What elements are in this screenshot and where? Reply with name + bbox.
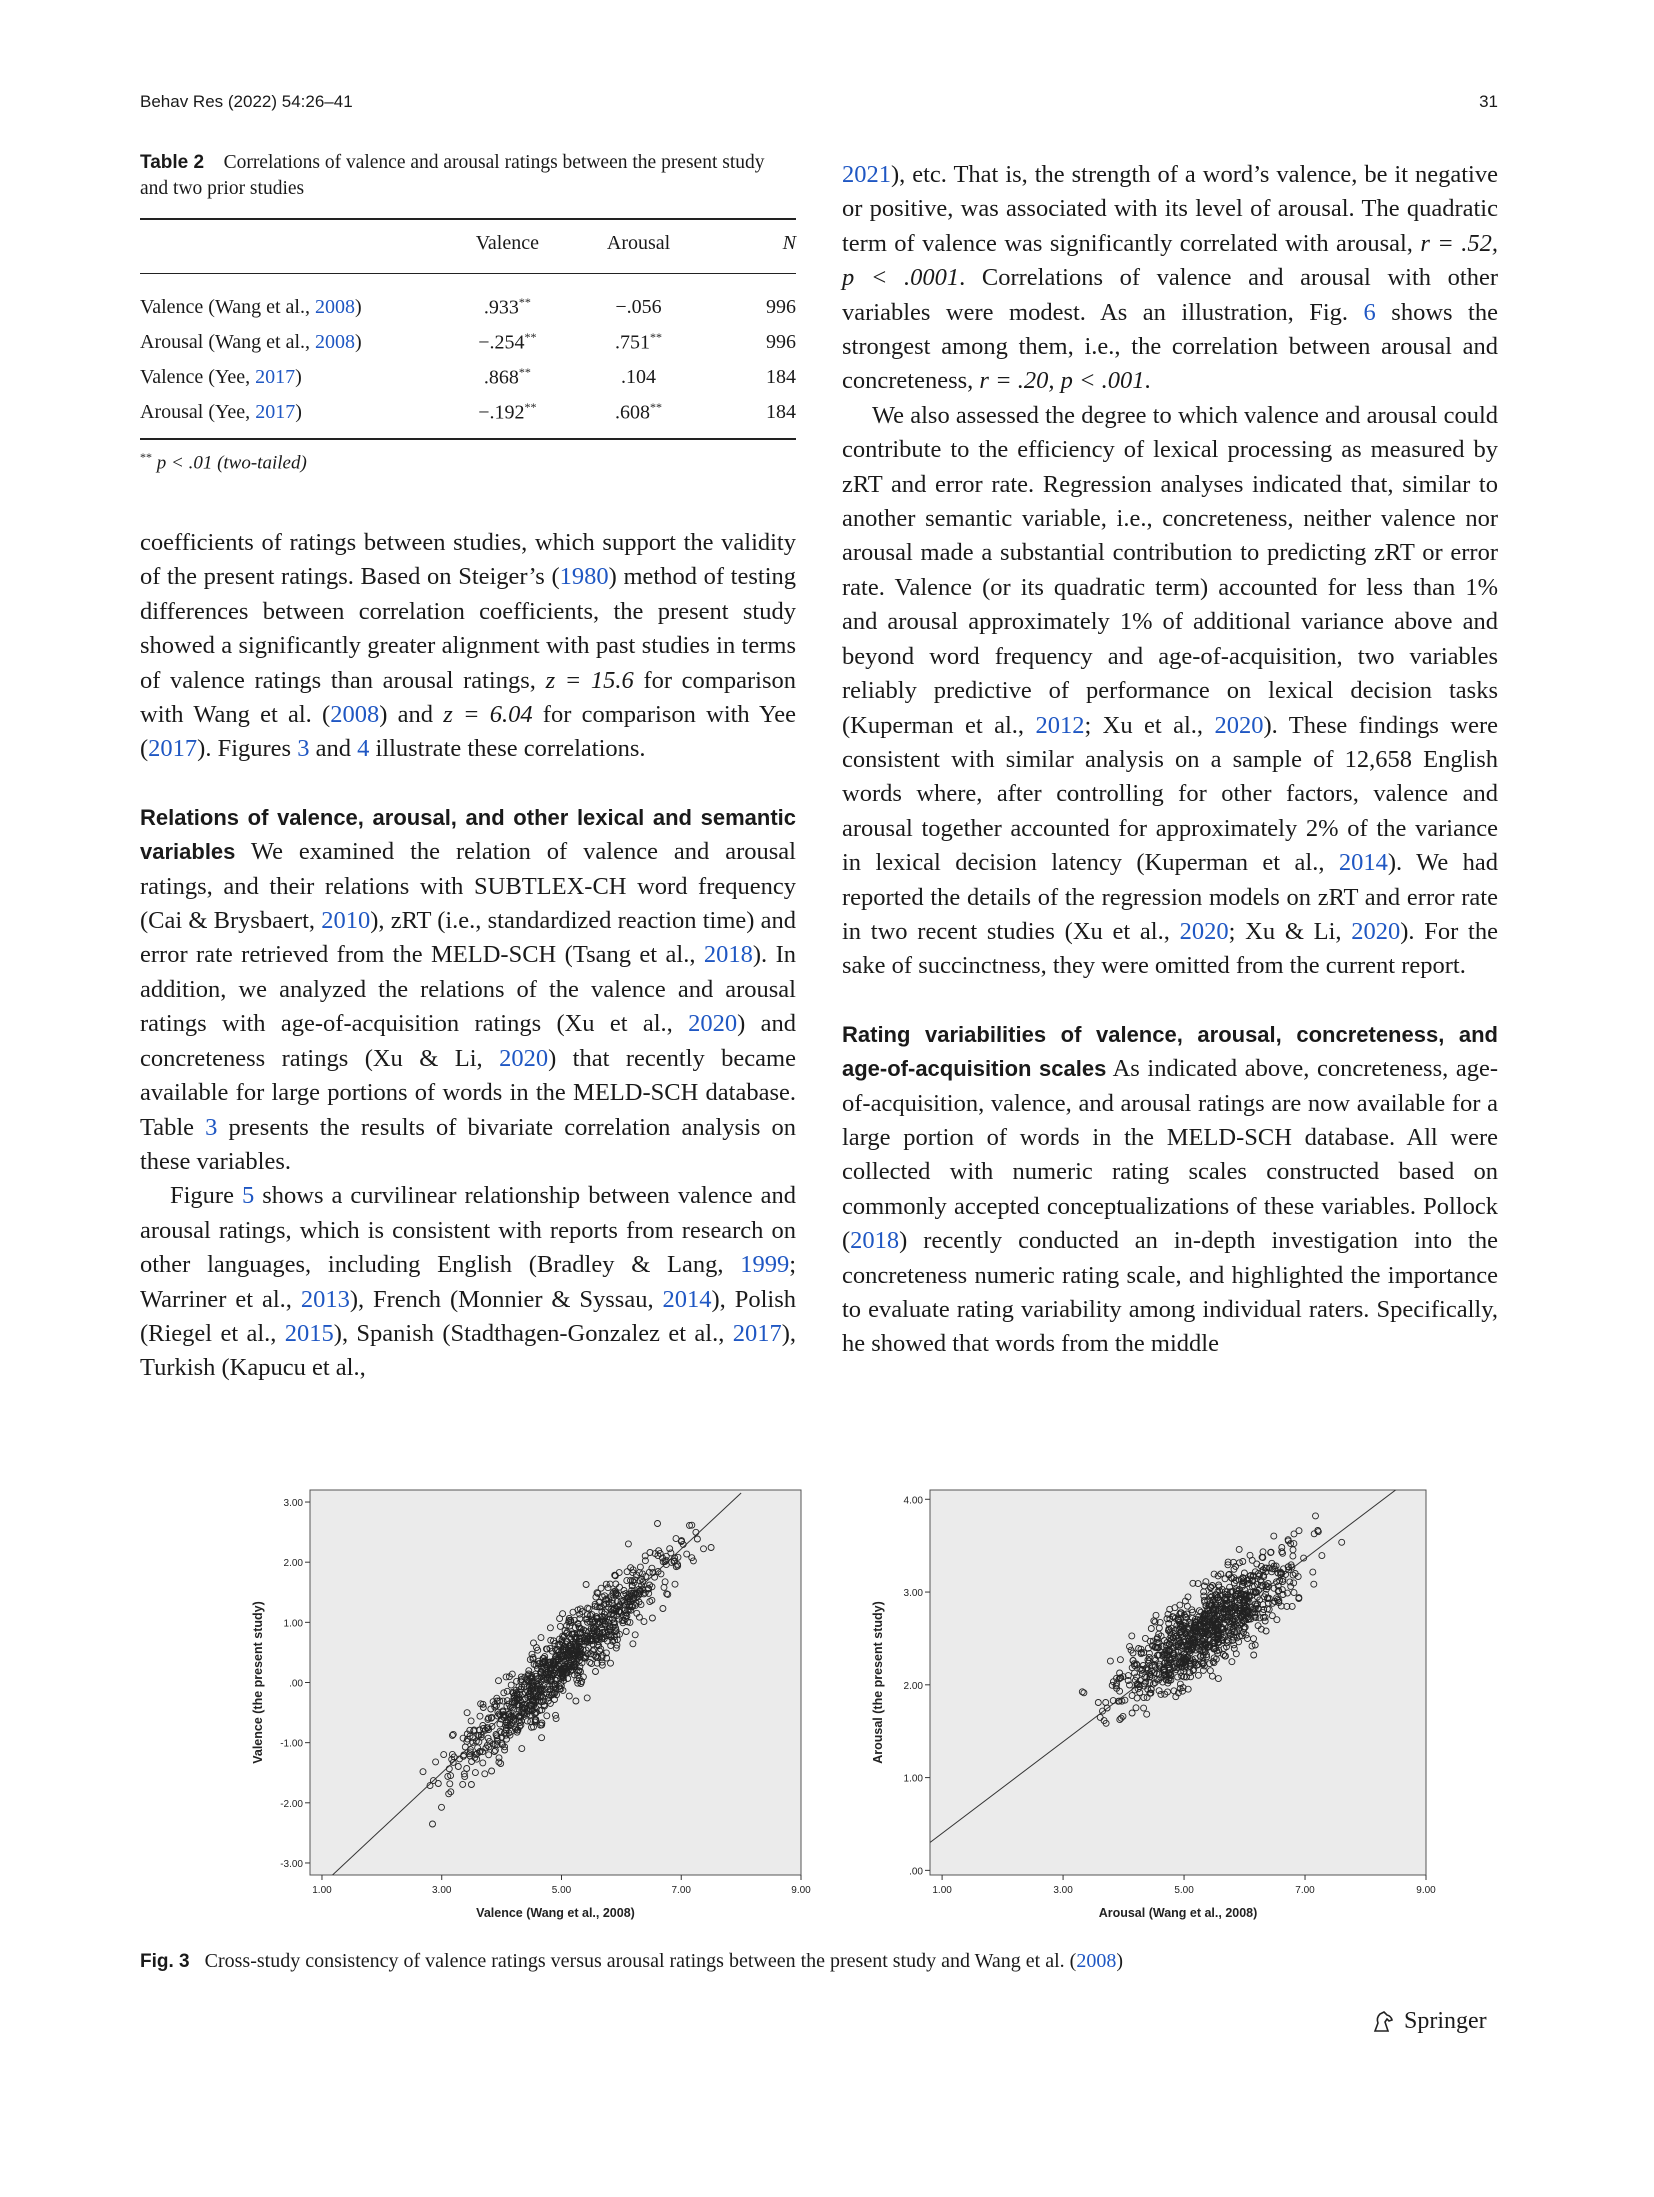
table-caption-text: Correlations of valence and arousal ratings between the present study and two prior studies: [140, 152, 765, 199]
significance-mark: **: [524, 330, 537, 345]
citation-link[interactable]: 2008: [314, 296, 355, 318]
paragraph: [140, 526, 796, 767]
scatter-plot-arousal: [840, 1470, 1440, 1940]
x-tick-label: 5.00: [1174, 1885, 1194, 1896]
footnote-text: p < .01 (two-tailed): [156, 452, 307, 474]
citation-link[interactable]: 2017: [732, 1319, 782, 1347]
correlation-table: [140, 218, 796, 440]
citation-link[interactable]: 3: [205, 1113, 218, 1141]
paragraph-text: As indicated above, concreteness, age-of-acquisition, valence, and arousal ratings are now available for a large portion of words in the MELD-SCH database. All were collected with numeric rating scales constructed based on commonly accepted conceptualizations of these variables. Pollock (: [842, 1055, 1499, 1255]
y-axis-label: Arousal (the present study): [871, 1601, 885, 1764]
left-column: [140, 526, 796, 1386]
x-tick-label: 7.00: [671, 1885, 691, 1896]
publisher-logo: [1370, 2008, 1487, 2035]
valence-cell: −.192**: [442, 395, 573, 439]
right-column: [842, 158, 1498, 1362]
table-header-cell: Arousal: [573, 219, 704, 274]
n-cell: 996: [766, 331, 796, 353]
springer-horse-icon: [1370, 2009, 1396, 2035]
citation-link[interactable]: 2017: [148, 735, 198, 763]
plot-area: [310, 1490, 801, 1875]
figure-caption: Fig. 3 Cross-study consistency of valence ratings versus arousal ratings between the present study and Wang et al. (2008): [140, 1950, 1123, 1972]
n-cell: 184: [766, 366, 796, 388]
paragraph-text: shows the strongest among them, i.e., the correlation between arousal and concreteness,: [842, 298, 1498, 395]
x-axis-label: Valence (Wang et al., 2008): [476, 1906, 635, 1920]
table-row: [140, 360, 796, 395]
table-header-cell: N: [704, 219, 796, 274]
paragraph-text: ; Warriner et al.,: [140, 1251, 796, 1313]
paragraph-text: ), zRT (i.e., standardized reaction time) and error rate retrieved from the MELD-SCH (Tsang et al.,: [140, 907, 796, 969]
significance-mark: **: [518, 295, 531, 310]
table-row: [140, 395, 796, 439]
paragraph-text: ), Turkish (Kapucu et al.,: [140, 1319, 796, 1382]
citation-link[interactable]: 3: [297, 735, 310, 763]
figure-label: Fig. 3: [140, 1951, 190, 1972]
y-tick-label: 1.00: [283, 1618, 303, 1630]
citation-link[interactable]: 2010: [321, 907, 371, 935]
arousal-cell: .608**: [573, 395, 704, 439]
statistic: r = .52, p < .0001: [842, 229, 1499, 292]
x-tick-label: 7.00: [1295, 1885, 1315, 1896]
paragraph-text: ) and concreteness ratings (Xu & Li,: [140, 1010, 796, 1072]
y-tick-label: -1.00: [280, 1738, 303, 1750]
paragraph-text: for comparison with Wang et al. (: [140, 666, 796, 729]
paragraph-text: ) that recently became available for large portions of words in the MELD-SCH database. Table: [140, 1044, 796, 1141]
table-footnote: [140, 450, 307, 474]
valence-cell: .868**: [483, 365, 531, 389]
y-tick-label: -2.00: [280, 1798, 303, 1810]
x-tick-label: 3.00: [431, 1885, 452, 1896]
citation-link[interactable]: 2014: [662, 1285, 712, 1313]
citation-link[interactable]: 1999: [740, 1251, 790, 1279]
citation-link[interactable]: 2015: [284, 1319, 334, 1347]
paragraph-text: ) method of testing differences between correlation coefficients, the present study showed a significantly greater alignment with past studies in terms of valence ratings than arousal ratings,: [140, 563, 797, 694]
paragraph-text: ; Xu et al.,: [1084, 711, 1215, 739]
table-header-cell: [140, 219, 442, 274]
page-number: 31: [1479, 92, 1498, 111]
paragraph-text: . Correlations of valence and arousal with other variables were modest. As an illustration, Fig.: [842, 264, 1498, 326]
table-label: Table 2: [140, 152, 205, 173]
paragraph-text: for comparison with Yee (: [140, 701, 796, 763]
citation-link[interactable]: 4: [357, 735, 370, 763]
paragraph-text: ). In addition, we analyzed the relations of the valence and arousal ratings with age-of-acquisition ratings (Xu et al.,: [140, 941, 796, 1038]
x-tick-label: 9.00: [791, 1885, 811, 1896]
citation-link[interactable]: 2020: [1179, 917, 1229, 945]
x-tick-label: 5.00: [551, 1885, 572, 1896]
citation-link[interactable]: 2013: [300, 1285, 350, 1313]
citation-link[interactable]: 2021: [842, 161, 891, 188]
paragraph-text: presents the results of bivariate correlation analysis on these variables.: [140, 1113, 796, 1175]
x-tick-label: 1.00: [932, 1885, 952, 1896]
row-label: Arousal (Yee, 2017): [140, 395, 442, 439]
citation-link[interactable]: 2017: [255, 366, 296, 388]
arousal-cell: .751**: [615, 330, 663, 354]
paragraph-text: We examined the relation of valence and arousal ratings, and their relations with SUBTLEX-CH word frequency (Cai & Brysbaert,: [140, 838, 796, 935]
significance-mark: **: [650, 330, 663, 345]
paragraph-text: ) recently conducted an in-depth investigation into the concreteness numeric rating scale, and highlighted the importance to evaluate rating variability among individual raters. Specifically, he showed that words from the middle: [842, 1227, 1498, 1358]
publisher-name: Springer: [1404, 2008, 1487, 2034]
x-tick-label: 3.00: [1053, 1885, 1073, 1896]
significance-mark: **: [524, 400, 537, 415]
paragraph-text: ), French (Monnier & Syssau,: [349, 1285, 663, 1313]
arousal-cell: −.056: [615, 296, 662, 318]
citation-link[interactable]: 6: [1363, 298, 1376, 326]
row-label: Valence (Wang et al., 2008): [140, 296, 362, 318]
citation-link[interactable]: 2020: [1351, 917, 1401, 945]
citation-link[interactable]: 5: [241, 1182, 255, 1210]
paragraph-text: ). We had reported the details of the regression models on zRT and error rate in two recent studies (Xu et al.,: [842, 849, 1498, 945]
journal-citation: Behav Res (2022) 54:26–41: [140, 92, 353, 111]
x-tick-label: 1.00: [312, 1885, 332, 1896]
y-tick-label: .00: [289, 1678, 303, 1690]
n-cell: 996: [766, 296, 796, 318]
x-tick-label: 9.00: [1416, 1885, 1436, 1896]
row-label: Arousal (Wang et al., 2008): [140, 331, 362, 353]
y-tick-label: 2.00: [283, 1558, 303, 1570]
section-heading: Rating variabilities of valence, arousal, concreteness, and age-of-acquisition scales: [842, 1021, 1498, 1082]
section-heading: Relations of valence, arousal, and other lexical and semantic variables: [140, 804, 796, 865]
y-axis-label: Valence (the present study): [251, 1601, 265, 1764]
citation-link[interactable]: 2018: [703, 941, 753, 969]
table-row: [140, 325, 796, 360]
citation-link[interactable]: 2020: [499, 1044, 549, 1072]
table-caption: [140, 150, 796, 202]
paragraph-text: and: [309, 735, 358, 763]
significance-mark: **: [518, 365, 531, 380]
arousal-cell: .104: [621, 366, 657, 388]
scatter-plot-valence: [220, 1470, 815, 1940]
y-tick-label: 4.00: [903, 1495, 923, 1507]
valence-cell: −.254**: [478, 330, 537, 354]
significance-mark: **: [650, 400, 663, 415]
table-row: [140, 274, 796, 326]
table-body: [140, 274, 796, 440]
row-label: Valence (Yee, 2017): [140, 366, 302, 388]
paragraph-text: ). These findings were consistent with similar analysis on a sample of 12,658 English words where, after controlling for other factors, valence and arousal together accounted for approximately 2% of the variance in lexical decision latency (Kuperman et al.,: [842, 711, 1498, 877]
footnote-mark: **: [140, 450, 152, 464]
paragraph-text: Figure: [170, 1182, 242, 1210]
running-header: [140, 92, 1498, 116]
paragraph-text: ). For the sake of succinctness, they were omitted from the current report.: [842, 917, 1498, 980]
paragraph-text: coefficients of ratings between studies, which support the validity of the present ratings. Based on Steiger’s (: [140, 529, 796, 591]
y-tick-label: 3.00: [903, 1588, 923, 1600]
x-axis-label: Arousal (Wang et al., 2008): [1098, 1906, 1258, 1920]
table-header-cell: Valence: [442, 219, 573, 274]
statistic: r = .20, p < .001: [979, 367, 1145, 395]
y-tick-label: .00: [909, 1866, 923, 1878]
y-tick-label: 2.00: [903, 1680, 923, 1692]
paragraph: [140, 801, 796, 1179]
paragraph-text: ; Xu & Li,: [1228, 917, 1352, 945]
paragraph-text: ). Figures: [197, 735, 298, 763]
y-tick-label: -3.00: [280, 1858, 303, 1870]
citation-link[interactable]: 2014: [1338, 849, 1388, 877]
figure-3: [220, 1470, 1480, 1940]
statistic: z = 6.04: [443, 701, 533, 729]
n-cell: 184: [704, 395, 796, 439]
citation-link[interactable]: 2020: [1214, 711, 1264, 739]
figure-caption-text: Cross-study consistency of valence ratings versus arousal ratings between the present study and Wang et al. (: [204, 1950, 1077, 1972]
statistic: z = 15.6: [545, 666, 634, 694]
y-tick-label: 3.00: [283, 1498, 303, 1510]
citation-link[interactable]: 2020: [688, 1010, 738, 1038]
paragraph-text: ), Polish (Riegel et al.,: [140, 1285, 796, 1347]
citation-link[interactable]: 1980: [559, 563, 609, 591]
paragraph-text: shows a curvilinear relationship between valence and arousal ratings, which is consistent with reports from research on other languages, including English (Bradley & Lang,: [140, 1182, 797, 1279]
paragraph: [842, 158, 1498, 399]
paragraph-text: We also assessed the degree to which valence and arousal could contribute to the efficiency of lexical processing as measured by zRT and error rate. Regression analyses indicated that, similar to another semantic variable, i.e., concreteness, neither valence nor arousal made a substantial contribution to predicting zRT or error rate. Valence (or its quadratic term) accounted for less than 1% and arousal approximately 1% of additional variance above and beyond word frequency and age-of-acquisition, two variables reliably predictive of performance on lexical decision tasks (Kuperman et al.,: [842, 401, 1498, 739]
citation-link[interactable]: 2012: [1035, 711, 1085, 739]
paragraph: [842, 1018, 1498, 1362]
paragraph-text: ) and: [379, 701, 444, 729]
citation-link[interactable]: 2018: [850, 1227, 900, 1255]
valence-cell: .933**: [483, 295, 531, 319]
citation-link[interactable]: 2008: [315, 331, 355, 353]
citation-link[interactable]: 2008: [1076, 1950, 1117, 1972]
paragraph: [140, 1179, 796, 1385]
y-tick-label: 1.00: [903, 1773, 923, 1785]
citation-link[interactable]: 2008: [330, 701, 380, 729]
paragraph-text: ), etc. That is, the strength of a word’s valence, be it negative or positive, was associated with its level of arousal. The quadratic term of valence was significantly correlated with arousal,: [842, 161, 1498, 257]
paragraph-text: illustrate these correlations.: [369, 735, 646, 763]
table-header-row: [140, 219, 796, 274]
citation-link[interactable]: 2017: [255, 401, 296, 423]
paragraph-text: .: [1144, 367, 1151, 395]
paragraph: [842, 399, 1498, 984]
paragraph-text: ), Spanish (Stadthagen-Gonzalez et al.,: [333, 1319, 733, 1347]
